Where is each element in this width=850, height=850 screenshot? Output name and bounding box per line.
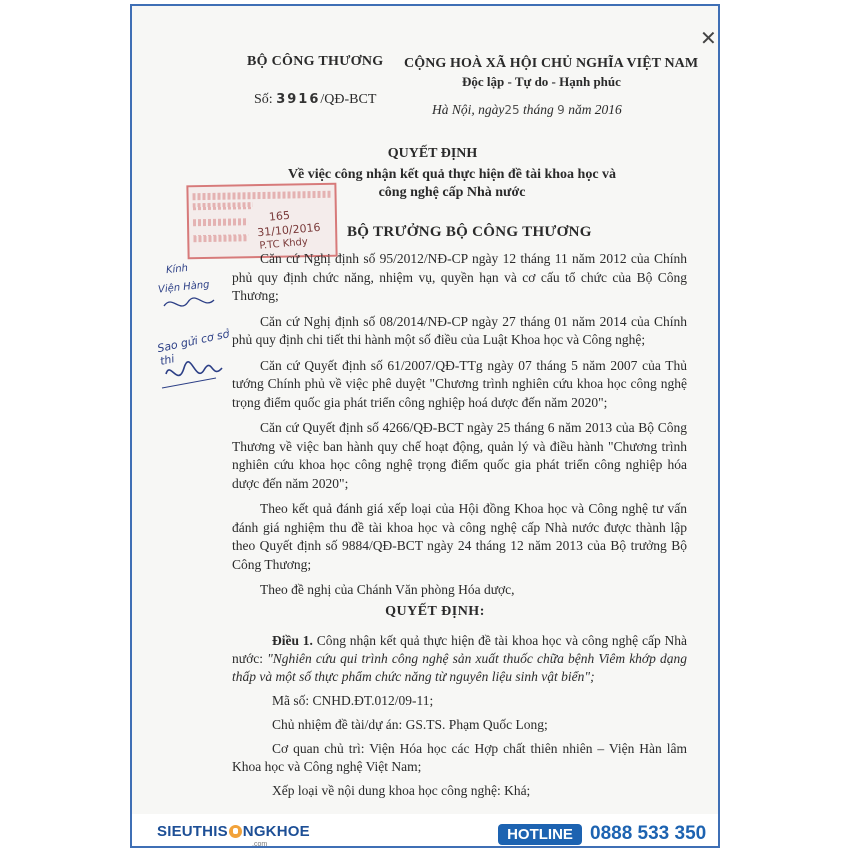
document-title: QUYẾT ĐỊNH	[387, 146, 478, 161]
document-frame	[130, 4, 720, 848]
year-label: năm 2016	[568, 102, 622, 117]
ministry-name: BỘ CÔNG THƯƠNG	[247, 54, 384, 69]
article-rating: Xếp loại về nội dung khoa học công nghệ: Khá;	[272, 783, 531, 798]
paragraph-2: Căn cứ Nghị định số 08/2014/NĐ-CP ngày 27 tháng 01 năm 2014 của Chính phủ quy định chi tiết thi hành một số điều của Luật Khoa học và Công nghệ;	[232, 313, 687, 347]
note-3: Sao gửi cơ sở thi	[156, 327, 231, 368]
brand-right: NGKHOE	[242, 823, 310, 840]
country-name: CỘNG HOÀ XÃ HỘI CHỦ NGHĨA VIỆT NAM	[404, 56, 699, 71]
article-text: Công nhận kết quả thực hiện đề tài khoa học và công nghệ cấp Nhà nước:	[232, 633, 687, 666]
place-prefix: Hà Nội, ngày	[432, 102, 505, 117]
preamble	[232, 250, 687, 607]
note-2: Viện Hàng	[157, 279, 211, 296]
national-motto: Độc lập - Tự do - Hạnh phúc	[462, 74, 621, 89]
paragraph-6: Theo đề nghị của Chánh Văn phòng Hóa dược,	[260, 582, 515, 597]
brand-logo[interactable]	[157, 823, 310, 840]
date-month: 9	[557, 103, 565, 117]
article-1	[232, 632, 687, 806]
month-label: tháng	[523, 102, 554, 117]
article-leader: Chủ nhiệm đề tài/dự án: GS.TS. Phạm Quốc Long;	[272, 717, 548, 732]
stamp-band	[193, 218, 248, 226]
article-host: Cơ quan chủ trì: Viện Hóa học các Hợp chất thiên nhiên – Viện Hàn lâm Khoa học và Công nghệ Việt Nam;	[232, 741, 687, 774]
paragraph-1: Căn cứ Nghị định số 95/2012/NĐ-CP ngày 12 tháng 11 năm 2012 của Chính phủ quy định chức năng, nhiệm vụ, quyền hạn và cơ cấu tổ chức của Bộ Công Thương;	[232, 251, 687, 303]
stamp-band	[193, 234, 248, 242]
paragraph-3: Căn cứ Quyết định số 61/2007/QĐ-TTg ngày 07 tháng 5 năm 2007 của Thủ tướng Chính phủ về việc phê duyệt "Chương trình nghiên cứu khoa học công nghệ trọng điểm quốc gia phát triển công nghiệp hoá dược đến năm 2020";	[232, 357, 687, 410]
footer-bar	[132, 814, 720, 848]
handwritten-notes	[152, 264, 237, 414]
brand-domain: .com	[252, 841, 268, 848]
heart-icon	[229, 825, 242, 838]
received-stamp	[186, 183, 337, 260]
note-1: Kính	[165, 262, 189, 277]
place-date	[432, 102, 622, 118]
signature-scribbles	[152, 264, 242, 414]
subject-line-2: công nghệ cấp Nhà nước	[378, 185, 526, 200]
stamp-band	[193, 191, 331, 200]
stamp-date: 31/10/2016	[256, 220, 322, 240]
issuer-title: BỘ TRƯỞNG BỘ CÔNG THƯƠNG	[347, 224, 592, 240]
stamp-number: 165	[268, 208, 291, 224]
decision-heading: QUYẾT ĐỊNH:	[385, 604, 485, 619]
close-icon[interactable]: ✕	[700, 26, 717, 50]
number-suffix: /QĐ-BCT	[320, 92, 377, 107]
article-topic: "Nghiên cứu qui trình công nghệ sản xuất thuốc chữa bệnh Viêm khớp dạng thấp và một số thực phẩm chức năng từ nguyên liệu sinh vật biển";	[232, 651, 688, 684]
subject-line-1: Về việc công nhận kết quả thực hiện đề tài khoa học và	[287, 167, 617, 182]
article-1-intro	[232, 632, 687, 686]
article-code: Mã số: CNHD.ĐT.012/09-11;	[272, 693, 434, 708]
decision-number	[254, 92, 376, 108]
number-prefix: Số:	[254, 92, 273, 107]
stamp-dept: P.TC Khdy	[259, 236, 309, 252]
stamp-band	[193, 202, 253, 210]
paragraph-5: Theo kết quả đánh giá xếp loại của Hội đồng Khoa học và Công nghệ tư vấn đánh giá nghiệm thu đề tài khoa học và công nghệ cấp Nhà nước được thành lập theo Quyết định số 9884/QĐ-BCT ngày 24 tháng 12 năm 2013 của Bộ trưởng Bộ Công Thương;	[232, 501, 687, 572]
hotline-button[interactable]: HOTLINE	[498, 824, 582, 845]
number-value: 3916	[276, 92, 321, 107]
article-label: Điều 1.	[272, 633, 313, 648]
paragraph-4: Căn cứ Quyết định số 4266/QĐ-BCT ngày 25 tháng 6 năm 2013 của Bộ Công Thương về việc ban hành quy chế hoạt động, quản lý và điều hành "Chương trình nghiên cứu khoa học công nghệ trọng điểm quốc gia phát triển công nghiệp hóa dược đến năm 2020";	[232, 420, 687, 491]
hotline-number[interactable]: 0888 533 350	[590, 823, 707, 844]
date-day: 25	[504, 103, 520, 117]
brand-left: SIEUTHIS	[157, 823, 228, 840]
